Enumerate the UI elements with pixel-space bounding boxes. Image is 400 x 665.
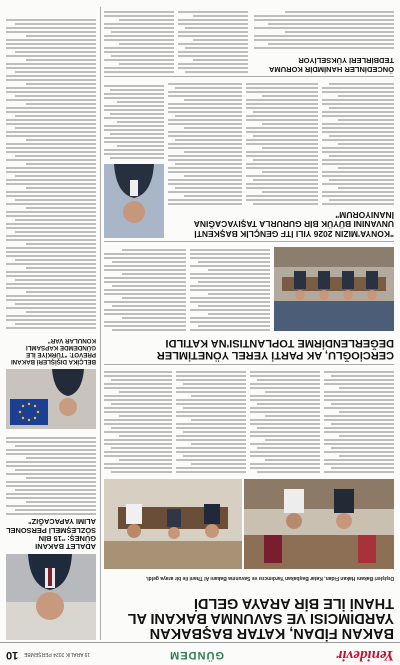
party-story-headline: CERCİOĞLU, AK PARTİ YEREL YÖNETİMLER DEĞERLENDİRME TOPLANTISI'NA KATILDI <box>156 337 394 361</box>
party-story-body-col1 <box>190 247 270 331</box>
main-headline: BAKAN FİDAN, KATAR BAŞBAKAN YARDIMCISI VE SAVUNMA BAKANI AL THANİ İLE BİR ARAYA GELDİ <box>127 595 394 641</box>
main-lead: Dışişleri Bakanı Hakan Fidan, Katar Başbakan Yardımcısı ve Savunma Bakanı Al Thani ile bir araya geldi. <box>145 575 394 581</box>
party-meeting-photo <box>274 247 394 331</box>
side-story-body <box>6 435 96 515</box>
newspaper-logo: Yenidevir <box>336 647 394 663</box>
section-divider-3 <box>104 76 394 77</box>
youth-story-body-col3 <box>168 81 242 205</box>
column-divider <box>100 7 101 640</box>
main-story-body-col1 <box>324 369 394 473</box>
party-meeting-photo-graphic <box>274 247 394 331</box>
party-story-body-col2 <box>104 247 186 331</box>
side-story-headline: ADALET BAKANI GÜNEŞ: "15 BİN SÖZLEŞMELİ PERSONEL ALIMI YAPACAĞIZ" <box>6 517 96 551</box>
section-divider-2 <box>104 241 394 242</box>
meeting-photo-left-graphic <box>244 479 394 569</box>
main-story-body-col4 <box>104 369 172 473</box>
section-label: GÜNDEM <box>169 649 224 661</box>
youth-story-body-col2 <box>246 81 318 205</box>
bottom-story-headline: ÖNCEDİNLER HANİMDİR KORUMA TEDBİRLERİ YÜKSELİYOR <box>269 56 394 74</box>
main-story-body-col3 <box>176 369 246 473</box>
eu-story-body <box>6 7 96 329</box>
eu-flag-photo <box>6 369 96 429</box>
youth-story-body-col1 <box>322 81 394 205</box>
youth-story-headline: "KONYA'MIZIN 2026 YILI İTF GENÇLİK BAŞKENTİ UNVANINI BÜYÜK BİR GURURLA TAŞIYACAĞINA İNANIYORUM" <box>194 210 394 239</box>
bottom-story-body-col3 <box>104 7 174 73</box>
meeting-photo-left <box>244 479 394 569</box>
bottom-story-body-col2 <box>178 7 248 73</box>
main-story-body-col2 <box>250 369 320 473</box>
masthead <box>0 642 400 665</box>
youth-speaker-photo-graphic <box>104 164 164 238</box>
issue-date: 19 ARALIK 2024 PERŞEMBE <box>24 651 91 657</box>
eu-story-headline: BELÇİKA DIŞİŞLERİ BAKANI PREVOT: "TÜRKİYE İLE GÜNDEMDE KAPSAMLI KONULAR VAR" <box>10 337 96 365</box>
page-number: 10 <box>6 649 19 661</box>
eu-flag-photo-graphic <box>6 369 96 429</box>
youth-speaker-photo <box>104 164 164 238</box>
meeting-photo-right <box>104 479 242 569</box>
youth-story-body-col4 <box>104 81 164 159</box>
bottom-story-body-col1 <box>254 7 394 49</box>
minister-photo <box>6 554 96 640</box>
minister-photo-graphic <box>6 554 96 640</box>
section-divider <box>104 364 394 365</box>
meeting-photo-right-graphic <box>104 479 242 569</box>
